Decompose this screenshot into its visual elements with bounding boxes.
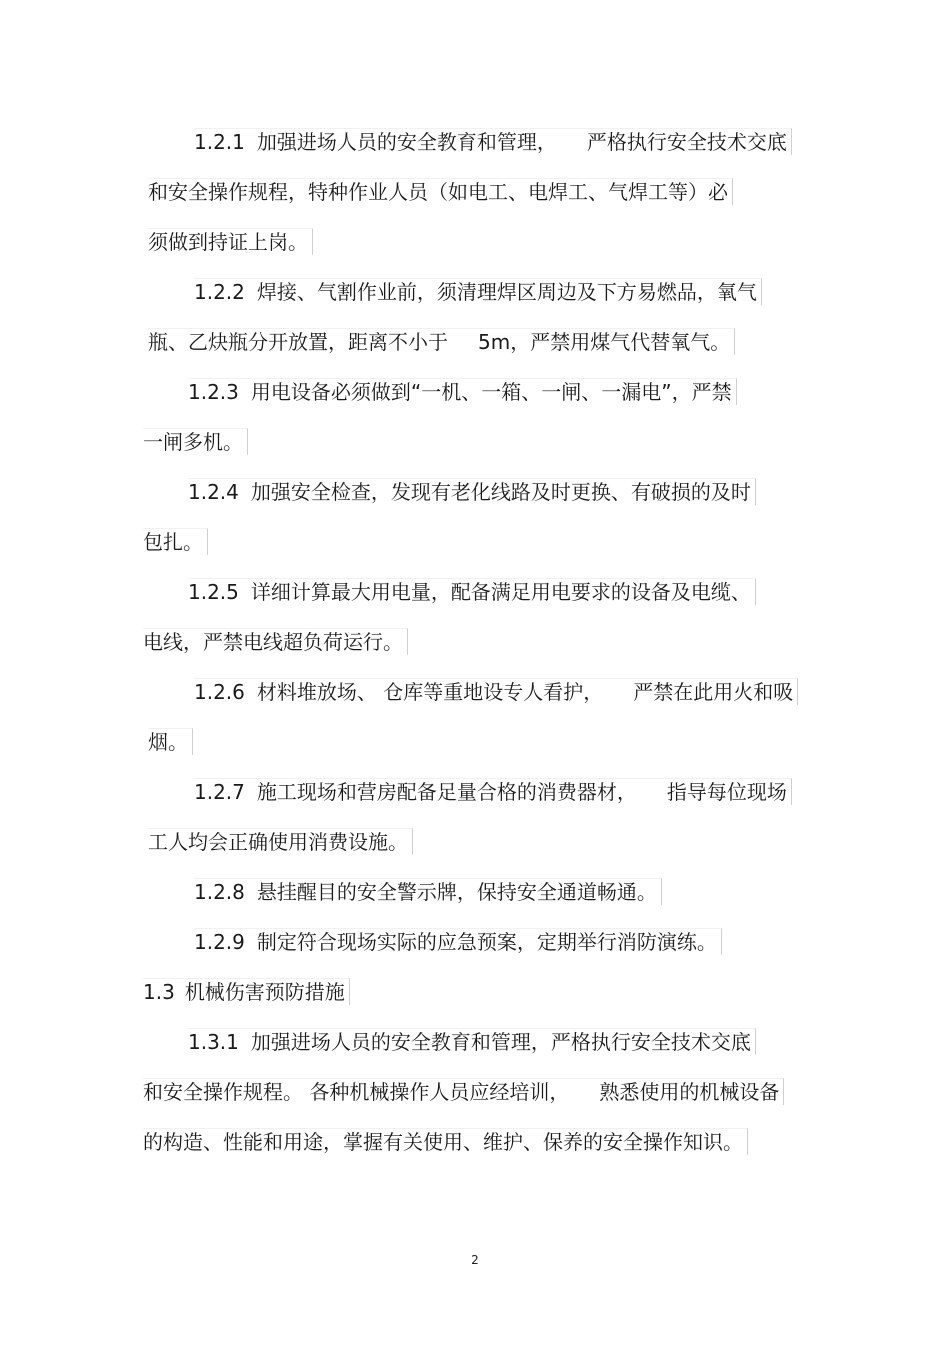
paragraph-continuation-line [143, 1128, 748, 1155]
paragraph-1-2-5-line [188, 578, 756, 605]
paragraph-continuation-line [143, 528, 208, 555]
paragraph-text: 烟。 [148, 730, 188, 754]
paragraph-continuation-line [143, 1078, 784, 1105]
section-title: 机械伤害预防措施 [184, 980, 345, 1004]
paragraph-text: 瓶、乙炔瓶分开放置，距离不小于 [148, 330, 448, 354]
paragraph-text: 电线，严禁电线超负荷运行。 [143, 630, 403, 654]
section-number: 1.2.5 [188, 580, 239, 604]
section-number: 1.3.1 [188, 1030, 239, 1054]
paragraph-text: 用电设备必须做到“一机、一箱、一闸、一漏电”，严禁 [250, 380, 732, 404]
section-number: 1.3 [143, 980, 175, 1004]
paragraph-text: 详细计算最大用电量，配备满足用电要求的设备及电缆、 [250, 580, 751, 604]
section-number: 1.2.8 [194, 880, 245, 904]
page-number: 2 [471, 1253, 479, 1267]
paragraph-text: 一闸多机。 [143, 430, 243, 454]
paragraph-continuation-line [148, 228, 313, 255]
paragraph-text: 严禁在此用火和吸 [633, 680, 794, 704]
paragraph-continuation-line [143, 628, 408, 655]
paragraph-1-2-1-line [194, 128, 792, 155]
paragraph-continuation-line [148, 178, 733, 205]
section-number: 1.2.6 [194, 680, 245, 704]
section-number: 1.2.1 [194, 130, 245, 154]
paragraph-text: 加强进场人员的安全教育和管理， [256, 130, 557, 154]
section-number: 1.2.4 [188, 480, 239, 504]
section-number: 1.2.9 [194, 930, 245, 954]
paragraph-text: 5m，严禁用煤气代替氧气。 [478, 330, 731, 354]
paragraph-continuation-line [143, 428, 248, 455]
paragraph-1-2-3-line [188, 378, 737, 405]
paragraph-text: 工人均会正确使用消费设施。 [148, 830, 408, 854]
paragraph-text: 和安全操作规程。 各种机械操作人员应经培训， [143, 1080, 570, 1104]
paragraph-1-2-6-line [194, 678, 798, 705]
paragraph-text: 悬挂醒目的安全警示牌，保持安全通道畅通。 [256, 880, 657, 904]
paragraph-text: 材料堆放场、 仓库等重地设专人看护， [256, 680, 604, 704]
paragraph-1-2-8-line [194, 878, 662, 905]
paragraph-text: 熟悉使用的机械设备 [599, 1080, 780, 1104]
paragraph-continuation-line [148, 728, 193, 755]
paragraph-continuation-line [148, 328, 735, 355]
paragraph-1-3-1-line [188, 1028, 756, 1055]
paragraph-text: 包扎。 [143, 530, 203, 554]
paragraph-text: 严格执行安全技术交底 [586, 130, 787, 154]
section-number: 1.2.3 [188, 380, 239, 404]
paragraph-text: 指导每位现场 [666, 780, 787, 804]
paragraph-text: 的构造、性能和用途，掌握有关使用、维护、保养的安全操作知识。 [143, 1130, 743, 1154]
paragraph-text: 制定符合现场实际的应急预案，定期举行消防演练。 [256, 930, 717, 954]
section-heading-1-3 [143, 978, 350, 1005]
paragraph-1-2-4-line [188, 478, 756, 505]
paragraph-1-2-2-line [194, 278, 762, 305]
paragraph-text: 和安全操作规程，特种作业人员（如电工、电焊工、气焊工等）必 [148, 180, 728, 204]
paragraph-text: 施工现场和营房配备足量合格的消费器材， [256, 780, 637, 804]
paragraph-continuation-line [148, 828, 413, 855]
paragraph-text: 加强进场人员的安全教育和管理，严格执行安全技术交底 [250, 1030, 751, 1054]
paragraph-1-2-7-line [194, 778, 792, 805]
paragraph-1-2-9-line [194, 928, 722, 955]
paragraph-text: 加强安全检查，发现有老化线路及时更换、有破损的及时 [250, 480, 751, 504]
paragraph-text: 焊接、气割作业前，须清理焊区周边及下方易燃品，氧气 [256, 280, 757, 304]
section-number: 1.2.2 [194, 280, 245, 304]
section-number: 1.2.7 [194, 780, 245, 804]
paragraph-text: 须做到持证上岗。 [148, 230, 308, 254]
